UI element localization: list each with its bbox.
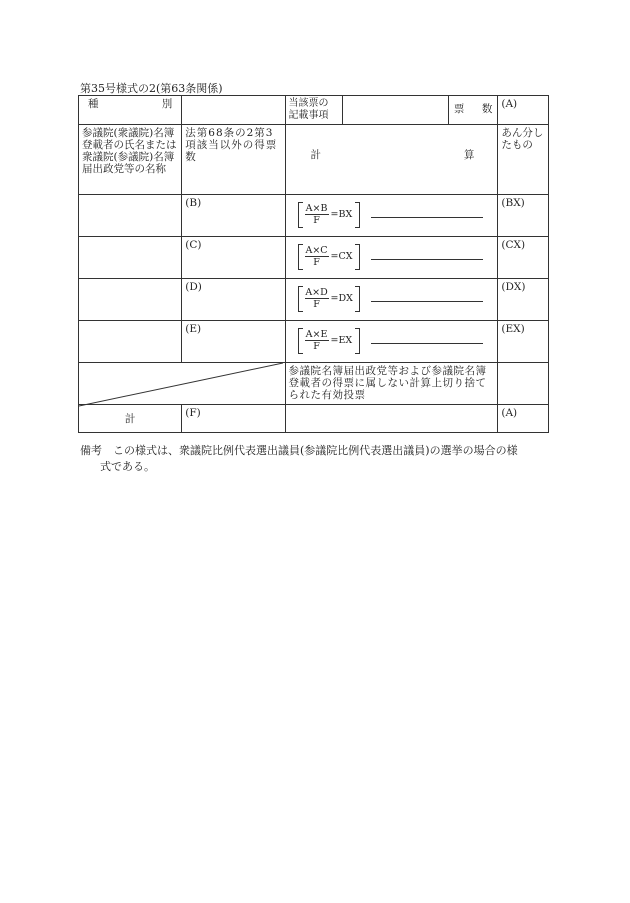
total-votes: (F) — [182, 405, 285, 433]
votes-cell: (C) — [182, 237, 285, 279]
party-row-c — [79, 237, 549, 279]
total-calculation — [285, 405, 498, 433]
ballot-entry-value — [343, 96, 448, 125]
discarded-votes-label: 参議院名簿届出政党等および参議院名簿登載者の得票に属しない計算上切り捨てられた有効投票 — [285, 363, 498, 405]
result-cell: (DX) — [498, 279, 549, 321]
result-cell: (EX) — [498, 321, 549, 363]
discarded-votes-row — [79, 363, 549, 405]
form-caption: 第35号様式の2(第63条関係) — [80, 82, 223, 95]
party-name-cell — [79, 279, 182, 321]
diagonal-strike-cell — [79, 363, 286, 405]
header-row — [79, 96, 549, 125]
formula-cell — [285, 279, 498, 321]
formula-cell — [285, 321, 498, 363]
party-name-cell — [79, 237, 182, 279]
votes-cell: (B) — [182, 195, 285, 237]
formula-bracket: $\frac{A\times B}{F}$ =BX — [298, 202, 360, 228]
party-name-cell — [79, 321, 182, 363]
answer-blank — [371, 217, 483, 218]
votes-cell: (D) — [182, 279, 285, 321]
party-row-b — [79, 195, 549, 237]
total-label: 計 — [79, 405, 182, 433]
votes-cell: (E) — [182, 321, 285, 363]
formula-bracket: $\frac{A\times D}{F}$ =DX — [298, 286, 360, 312]
result-cell: (BX) — [498, 195, 549, 237]
votes-column-header: 法第68条の2第3項該当以外の得票数 — [182, 125, 285, 195]
kind-header: 種 別 — [79, 96, 182, 125]
apportioned-header: あん分したもの — [498, 125, 549, 195]
subheader-row — [79, 125, 549, 195]
formula-bracket: $\frac{A\times E}{F}$ =EX — [298, 328, 360, 354]
allocation-table — [78, 95, 549, 433]
formula-cell — [285, 237, 498, 279]
discarded-votes-value — [498, 363, 549, 405]
votes-header: 票 数 — [448, 96, 498, 125]
formula-bracket: $\frac{A\times C}{F}$ =CX — [298, 244, 360, 270]
result-cell: (CX) — [498, 237, 549, 279]
remarks-note: 備考 この様式は、衆議院比例代表選出議員(参議院比例代表選出議員)の選挙の場合の様 式である。 — [80, 444, 518, 473]
empty-header — [182, 96, 285, 125]
answer-blank — [371, 259, 483, 260]
party-name-cell — [79, 195, 182, 237]
party-row-d — [79, 279, 549, 321]
a-header: (A) — [498, 96, 549, 125]
diagonal-line — [79, 363, 283, 407]
total-apportioned: (A) — [498, 405, 549, 433]
answer-blank — [371, 343, 483, 344]
calculation-header: 計 算 — [285, 125, 498, 195]
name-column-header: 参議院(衆議院)名簿登載者の氏名または衆議院(参議院)名簿届出政党等の名称 — [79, 125, 182, 195]
party-row-e — [79, 321, 549, 363]
formula-cell — [285, 195, 498, 237]
answer-blank — [371, 301, 483, 302]
total-row — [79, 405, 549, 433]
ballot-entry-header: 当該票の 記載事項 — [285, 96, 343, 125]
